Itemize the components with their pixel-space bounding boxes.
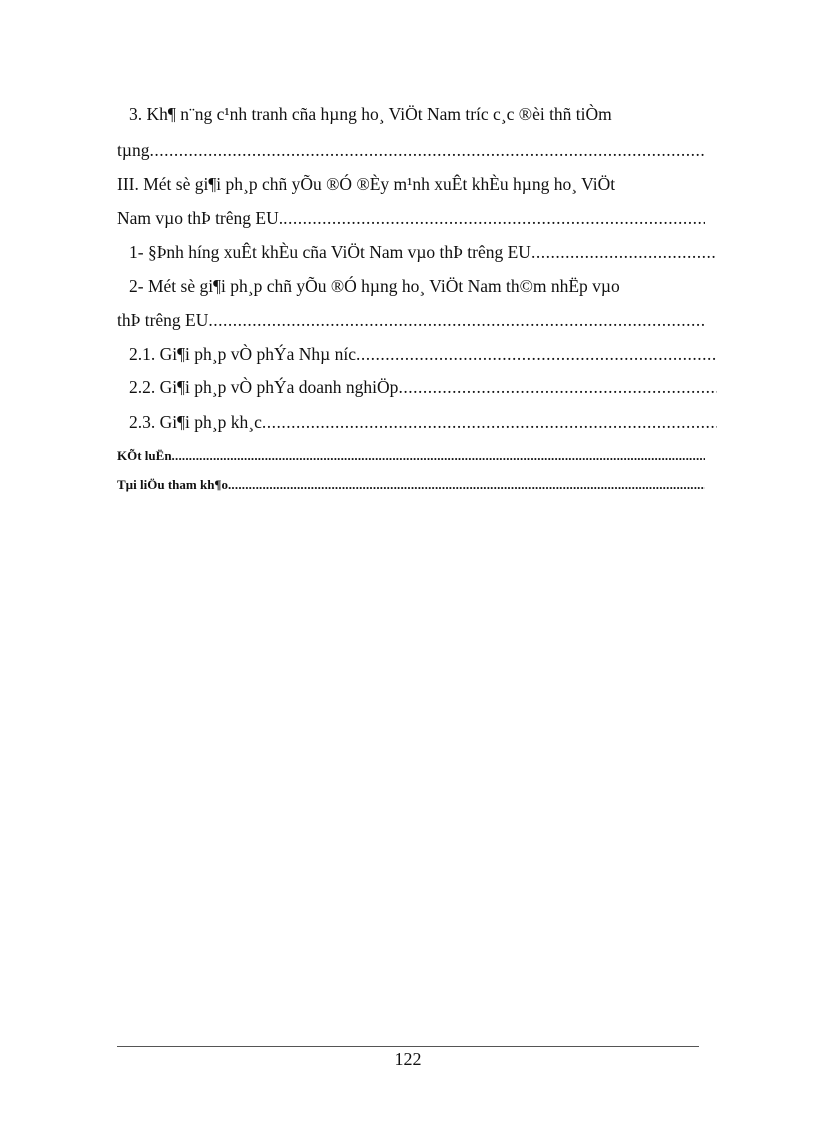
toc-entry-text: 2.2. Gi¶i ph¸p vÒ phÝa doanh nghiÖp (129, 377, 399, 397)
toc-entry-export-orientation (117, 242, 717, 266)
toc-entry-text: 1- §Þnh híng xuÊt khÈu cña ViÖt Nam vµo thÞ trêng EU (129, 242, 531, 262)
toc-entry-text: III. Mét sè gi¶i ph¸p chñ yÕu ®Ó ®Èy m¹nh xuÊt khÈu hµng ho¸ ViÖt (117, 174, 616, 194)
toc-entry-main-solutions-cont (117, 310, 705, 334)
toc-entry-text: tµng (117, 140, 150, 160)
toc-entry-2-2 (117, 377, 717, 401)
toc-entry-text: 3. Kh¶ n¨ng c¹nh tranh cña hµng ho¸ ViÖt Nam tríc c¸c ®èi thñ tiÒm (129, 104, 612, 124)
toc-entry-references (117, 477, 705, 495)
toc-leader-dots (208, 310, 705, 331)
toc-leader-dots (398, 377, 717, 398)
toc-leader-dots (531, 242, 717, 263)
toc-entry-text: Tµi liÖu tham kh¶o (117, 477, 228, 492)
toc-entry-text: thÞ trêng EU (117, 310, 209, 330)
toc-entry-section-iii (117, 174, 705, 198)
page-number: 122 (394, 1049, 422, 1069)
toc-leader-dots (228, 477, 705, 493)
toc-entry-text: 2- Mét sè gi¶i ph¸p chñ yÕu ®Ó hµng ho¸ ViÖt Nam th©m nhËp vµo (129, 276, 620, 296)
toc-entry-competitiveness-cont (117, 140, 705, 164)
footer-divider (117, 1046, 699, 1047)
toc-entry-section-iii-cont (117, 208, 705, 232)
toc-entry-competitiveness (117, 104, 717, 128)
toc-leader-dots (283, 208, 705, 229)
toc-entry-text: 2.3. Gi¶i ph¸p kh¸c (129, 412, 262, 432)
toc-leader-dots (172, 448, 705, 464)
toc-entry-text: Nam vµo thÞ trêng EU. (117, 208, 284, 228)
toc-entry-conclusion (117, 448, 705, 466)
toc-entry-2-3 (117, 412, 717, 436)
toc-leader-dots (262, 412, 717, 433)
toc-leader-dots (356, 344, 717, 365)
toc-entry-main-solutions (117, 276, 717, 300)
toc-entry-2-1 (117, 344, 717, 368)
toc-leader-dots (149, 140, 705, 161)
toc-entry-text: KÕt luËn (117, 448, 172, 463)
toc-entry-text: 2.1. Gi¶i ph¸p vÒ phÝa Nhµ níc (129, 344, 357, 364)
